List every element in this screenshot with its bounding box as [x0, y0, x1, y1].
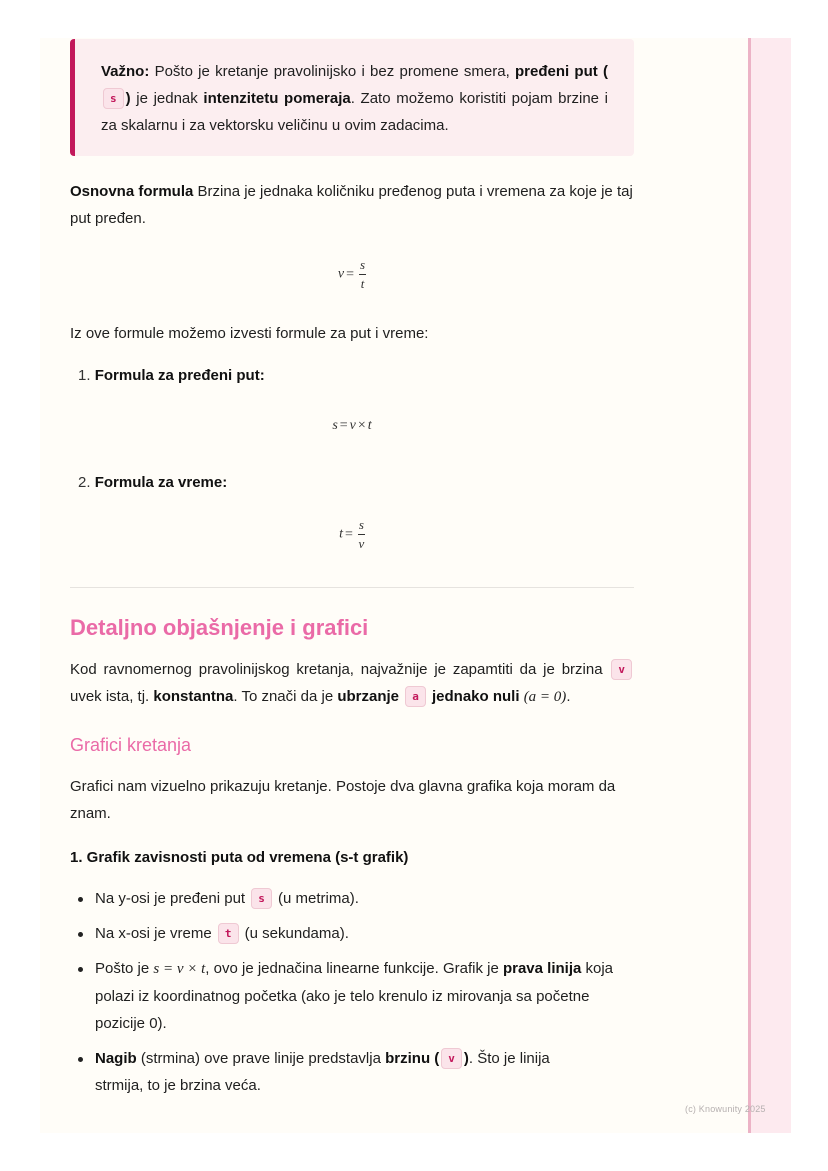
text: pređeni put ( — [515, 63, 608, 80]
section-intro-paragraph — [70, 656, 634, 711]
math-var: v — [349, 418, 356, 433]
text: uvek ista, tj. — [70, 688, 154, 705]
bold-text: konstantna — [153, 688, 234, 705]
bold-text — [385, 1050, 469, 1067]
list-number: 2. — [78, 474, 91, 491]
subsection-intro: Grafici nam vizuelno prikazuju kretanje. Postoje dva glavna grafika koja moram da znam. — [70, 778, 616, 822]
text: koja polazi iz koordinatnog početka (ako je telo krenulo iz mirovanja sa početne pozicije 0). — [95, 960, 614, 1032]
list-item-formula-time — [70, 469, 634, 496]
inline-code-s: s — [103, 88, 124, 109]
text: , ovo je jednačina linearne funkcije. Grafik je — [205, 960, 503, 977]
numerator: s — [359, 258, 366, 275]
denominator: t — [360, 276, 365, 291]
text: . Zato možemo koristiti pojam brzine i za skalarnu i za vektorsku veličinu u ovim zadacima. — [101, 90, 608, 134]
math-var: s — [332, 418, 338, 433]
graph-heading-st: 1. Grafik zavisnosti puta od vremena (s-t grafik) — [70, 849, 409, 866]
math-op: = — [346, 266, 355, 282]
list-number: 1. — [78, 367, 91, 384]
subsection-heading: Grafici kretanja — [70, 735, 192, 755]
side-panel — [751, 38, 791, 1133]
text: brzinu ( — [385, 1050, 440, 1067]
equation-time — [70, 518, 634, 556]
bold-text: prava linija — [502, 960, 582, 977]
section-heading: Detaljno objašnjenje i grafici — [70, 615, 369, 640]
text: . Što je linija strmija, to je brzina veća. — [95, 1050, 550, 1094]
list-item — [70, 885, 634, 912]
document-content — [70, 39, 634, 1099]
fraction — [359, 258, 366, 291]
bold-text: Nagib — [95, 1050, 137, 1067]
list-label: Formula za vreme: — [94, 474, 228, 491]
list-item — [70, 955, 634, 1037]
callout-label: Važno: — [101, 63, 150, 80]
bold-text: intenzitetu pomeraja — [203, 90, 351, 107]
text: . To znači da je — [233, 688, 338, 705]
equation-velocity — [70, 258, 634, 296]
section-divider — [70, 587, 634, 588]
math-inline: (a = 0) — [523, 689, 567, 705]
bold-text: jednako nuli — [432, 688, 520, 705]
inline-code-t: t — [218, 923, 239, 944]
basic-formula-label: Osnovna formula — [70, 183, 194, 200]
text: je jednak — [130, 90, 204, 107]
text: ) — [125, 90, 131, 107]
fraction — [358, 518, 365, 551]
text: Na x-osi je vreme — [95, 925, 216, 942]
basic-formula-paragraph — [70, 178, 634, 232]
equation-distance — [70, 416, 634, 436]
math-var: v — [337, 266, 345, 282]
inline-code-s: s — [251, 888, 272, 909]
copyright-footer: (c) Knowunity 2025 — [685, 1104, 766, 1114]
math-op: = — [339, 418, 348, 433]
text: Kod ravnomernog pravolinijskog kretanja, najvažnije je zapamtiti da je brzina — [70, 661, 610, 678]
list-item-formula-distance — [70, 362, 634, 389]
list-item — [70, 1045, 634, 1099]
inline-code-a: a — [405, 686, 426, 707]
math-op: × — [357, 418, 366, 433]
graph-bullet-list — [70, 885, 634, 1099]
math-var: t — [339, 526, 343, 542]
list-item — [70, 920, 634, 947]
inline-code-v: v — [441, 1048, 462, 1069]
list-label: Formula za pređeni put: — [94, 367, 265, 384]
math-inline: s = v × t — [153, 961, 206, 977]
text: (u sekundama). — [240, 925, 349, 942]
inline-code-v: v — [611, 659, 632, 680]
text: ) — [463, 1050, 469, 1067]
text: Brzina je jednaka količniku pređenog puta i vremena za koje je taj put pređen. — [70, 183, 633, 227]
bold-text: ubrzanje — [337, 688, 400, 705]
callout-text — [101, 58, 608, 139]
math-op: = — [344, 526, 353, 542]
numerator: s — [358, 518, 365, 535]
derive-intro: Iz ove formule možemo izvesti formule za put i vreme: — [70, 325, 429, 342]
text: Pošto je — [95, 960, 154, 977]
math-var: t — [367, 418, 372, 433]
denominator: v — [358, 536, 365, 551]
text: Na y-osi je pređeni put — [95, 890, 250, 907]
text: . — [566, 688, 571, 705]
important-callout — [70, 39, 634, 156]
text: (u metrima). — [273, 890, 359, 907]
text: (strmina) ove prave linije predstavlja — [136, 1050, 386, 1067]
text: Pošto je kretanje pravolinijsko i bez promene smera, — [149, 63, 516, 80]
